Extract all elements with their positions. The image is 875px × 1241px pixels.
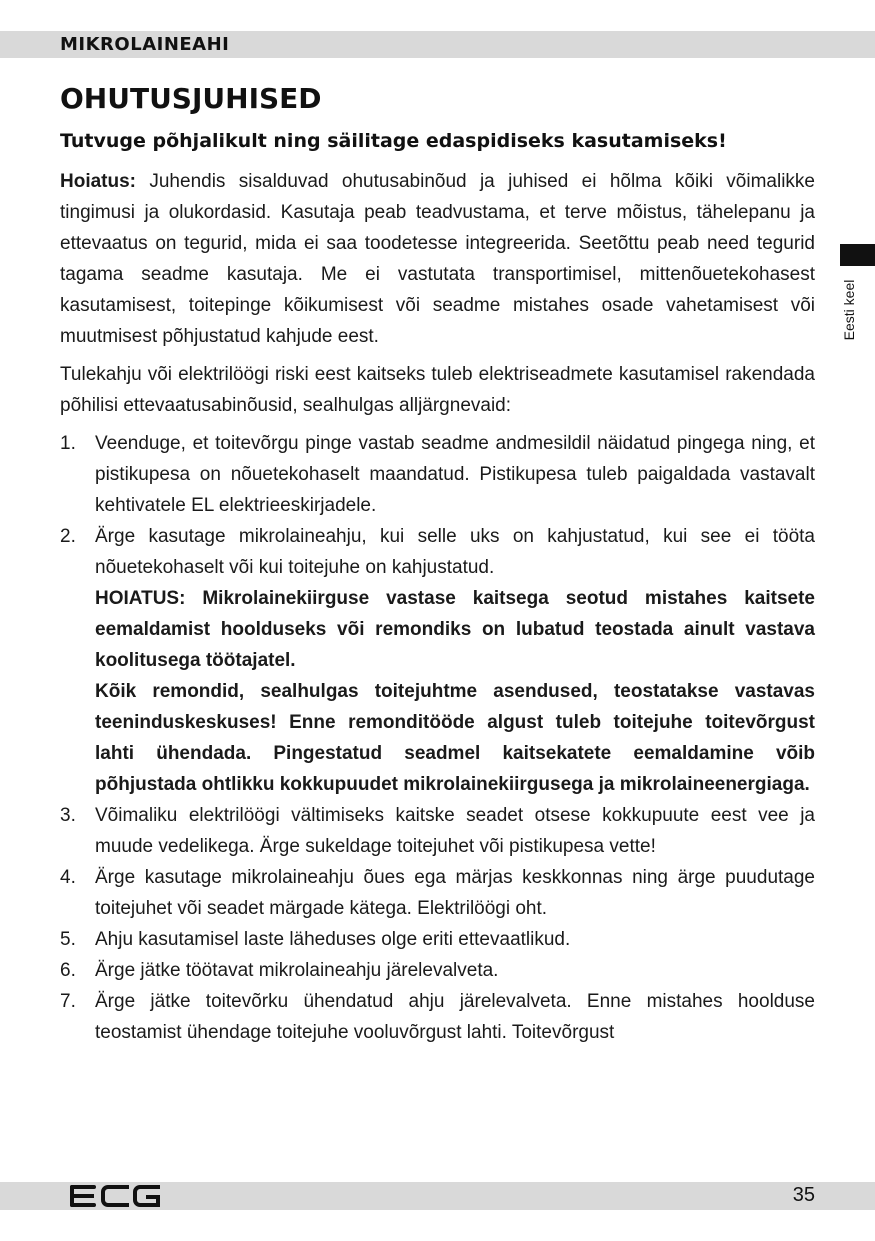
page-number: 35 bbox=[792, 1184, 815, 1206]
warning-label: Hoiatus: bbox=[60, 171, 136, 192]
section-label: MIKROLAINEAHI bbox=[60, 34, 230, 55]
list-item: 6. Ärge jätke töötavat mikrolaineahju järelevalveta. bbox=[60, 960, 499, 981]
page-title: OHUTUSJUHISED bbox=[60, 82, 322, 115]
list-item: 5. Ahju kasutamisel laste läheduses olge eriti ettevaatlikud. bbox=[60, 929, 571, 950]
list-item: 7. Ärge jätke toitevõrku ühendatud ahju järelevalveta. Enne mistahes hoolduse teostamist ühendage toitejuhe vooluvõrgust lahti. Toitevõrgust bbox=[60, 991, 815, 1043]
subtitle: Tutvuge põhjalikult ning säilitage edaspidiseks kasutamiseks! bbox=[60, 130, 727, 152]
list-item: 1. Veenduge, et toitevõrgu pinge vastab seadme andmesildil näidatud pingega ning, et pistikupesa on nõuetekohaselt maandatud. Pistikupesa tuleb paigaldada vastavalt kehtivatele EL elektrieeskirjadele. bbox=[60, 433, 815, 516]
list-item: 3. Võimaliku elektrilöögi vältimiseks kaitske seadet otsese kokkupuute eest vee ja muude vedelikega. Ärge sukeldage toitejuhet või pistikupesa vette! bbox=[60, 805, 815, 857]
language-tab-marker bbox=[840, 244, 875, 266]
list-item: 2. Ärge kasutage mikrolaineahju, kui selle uks on kahjustatud, kui see ei tööta nõuetekohaselt või kui toitejuhe on kahjustatud. HOIATUS: Mikrolainekiirguse vastase kaitsega seotud mistahes kaitsete eemaldamist hoolduseks või remondiks on lubatud teostada ainult vastava koolitusega töötajatel. Kõik remondid, sealhulgas toitejuhtme asendused, teostatakse vastavas teeninduskeskuses! Enne remonditööde algust tuleb toitejuhe toitevõrgust lahti ühendada. Pingestatud seadmel kaitsekatete eemaldamine võib põhjustada ohtlikku kokkupuudet mikrolainekiirgusega ja mikrolaineenergiaga. bbox=[60, 521, 815, 800]
warning-paragraph bbox=[60, 166, 815, 352]
intro-paragraph: Tulekahju või elektrilöögi riski eest kaitseks tuleb elektriseadmete kasutamisel rakendada põhilisi ettevaatusabinõusid, sealhulgas alljärgnevaid: bbox=[60, 364, 815, 416]
repair-warning: Kõik remondid, sealhulgas toitejuhtme asendused, teostatakse vastavas teeninduskeskuses! Enne remonditööde algust tuleb toitejuhe toitevõrgust lahti ühendada. Pingestatud seadmel kaitsekatete eemaldamine võib põhjustada ohtlikku kokkupuudet mikrolainekiirgusega ja mikrolaineenergiaga. bbox=[95, 681, 815, 795]
warning-text: Juhendis sisalduvad ohutusabinõud ja juhised ei hõlma kõiki võimalikke tingimusi ja olukordasid. Kasutaja peab teadvustama, et terve mõistus, tähelepanu ja ettevaatus on tegurid, mida ei saa toodetesse integreerida. Seetõttu peab need tegurid tagama seadme kasutaja. Me ei vastutata transportimisel, mittenõuetekohasest kasutamisest, toitepinge kõikumisest või seadme mistahes osade vahetamisest või muutmisest põhjustatud kahjude eest. bbox=[60, 171, 815, 347]
service-warning: HOIATUS: Mikrolainekiirguse vastase kaitsega seotud mistahes kaitsete eemaldamist hoolduseks või remondiks on lubatud teostada ainult vastava koolitusega töötajatel. bbox=[95, 588, 815, 671]
language-label: Eesti keel bbox=[841, 279, 857, 341]
list-item: 4. Ärge kasutage mikrolaineahju õues ega märjas keskkonnas ning ärge puudutage toitejuhet või seadet märgade kätega. Elektrilöögi oht. bbox=[60, 867, 815, 919]
safety-list bbox=[60, 428, 815, 1048]
content bbox=[60, 166, 815, 1048]
ecg-logo bbox=[70, 1185, 160, 1207]
